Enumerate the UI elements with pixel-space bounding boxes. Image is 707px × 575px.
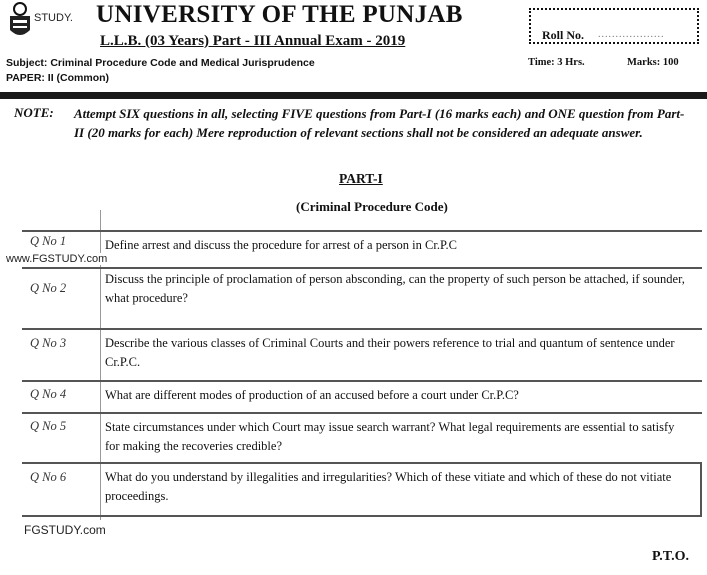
question-text: Define arrest and discuss the procedure for arrest of a person in Cr.P.C — [105, 238, 457, 252]
question-text: What do you understand by illegalities and irregularities? Which of these vitiate and which of these do not vitiate proceedings. — [105, 470, 672, 503]
table-right-border — [700, 462, 702, 517]
question-number: Q No 1 — [30, 234, 67, 248]
paper-line: PAPER: II (Common) — [6, 72, 110, 84]
question-text: What are different modes of production of an accused before a court under Cr.P.C? — [105, 388, 519, 402]
question-text: Discuss the principle of proclamation of person absconding, can the property of such person be attached, if sounder, what procedure? — [105, 272, 685, 305]
exam-line: L.L.B. (03 Years) Part - III Annual Exam - 2019 — [100, 33, 406, 49]
question-row-4 — [22, 380, 702, 402]
question-number: Q No 3 — [30, 336, 67, 350]
question-number: Q No 6 — [30, 470, 67, 484]
question-number: Q No 2 — [30, 281, 67, 295]
watermark-study: STUDY. — [34, 12, 73, 24]
note-text: Attempt SIX questions in all, selecting FIVE questions from Part-I (16 marks each) and ONE question from Part-II (20 marks for each) Mere reproduction of relevant sections shall not be considered an adequate answer. — [74, 106, 685, 140]
note-label: NOTE: — [14, 105, 54, 120]
question-number: Q No 4 — [30, 387, 67, 401]
question-row-6 — [22, 462, 702, 503]
university-title: UNIVERSITY OF THE PUNJAB — [96, 1, 463, 28]
time-allowed: Time: 3 Hrs. — [528, 57, 585, 68]
question-row-2 — [22, 267, 702, 305]
question-row-3 — [22, 328, 702, 369]
question-number: Q No 5 — [30, 419, 67, 433]
university-crest-icon — [6, 2, 34, 40]
total-marks: Marks: 100 — [627, 57, 679, 68]
table-bottom-border — [22, 515, 702, 517]
roll-number-label: Roll No. — [542, 28, 584, 42]
watermark-bottom: FGSTUDY.com — [24, 523, 106, 537]
part-subtitle: (Criminal Procedure Code) — [296, 199, 448, 214]
please-turn-over: P.T.O. — [652, 549, 689, 564]
question-text: Describe the various classes of Criminal Courts and their powers reference to trial and quantum of sentence under Cr.P.C. — [105, 336, 675, 369]
subject-line: Subject: Criminal Procedure Code and Medical Jurisprudence — [6, 57, 315, 69]
question-text: State circumstances under which Court may issue search warrant? What legal requirements are essential to satisfy for making the recoveries credible? — [105, 420, 675, 453]
watermark-url: www.FGSTUDY.com — [6, 253, 108, 265]
question-row-1 — [22, 230, 702, 252]
question-row-5 — [22, 412, 702, 453]
header-divider — [0, 92, 707, 99]
roll-number-field: ................... — [598, 29, 665, 40]
part-title: PART-I — [339, 171, 383, 186]
